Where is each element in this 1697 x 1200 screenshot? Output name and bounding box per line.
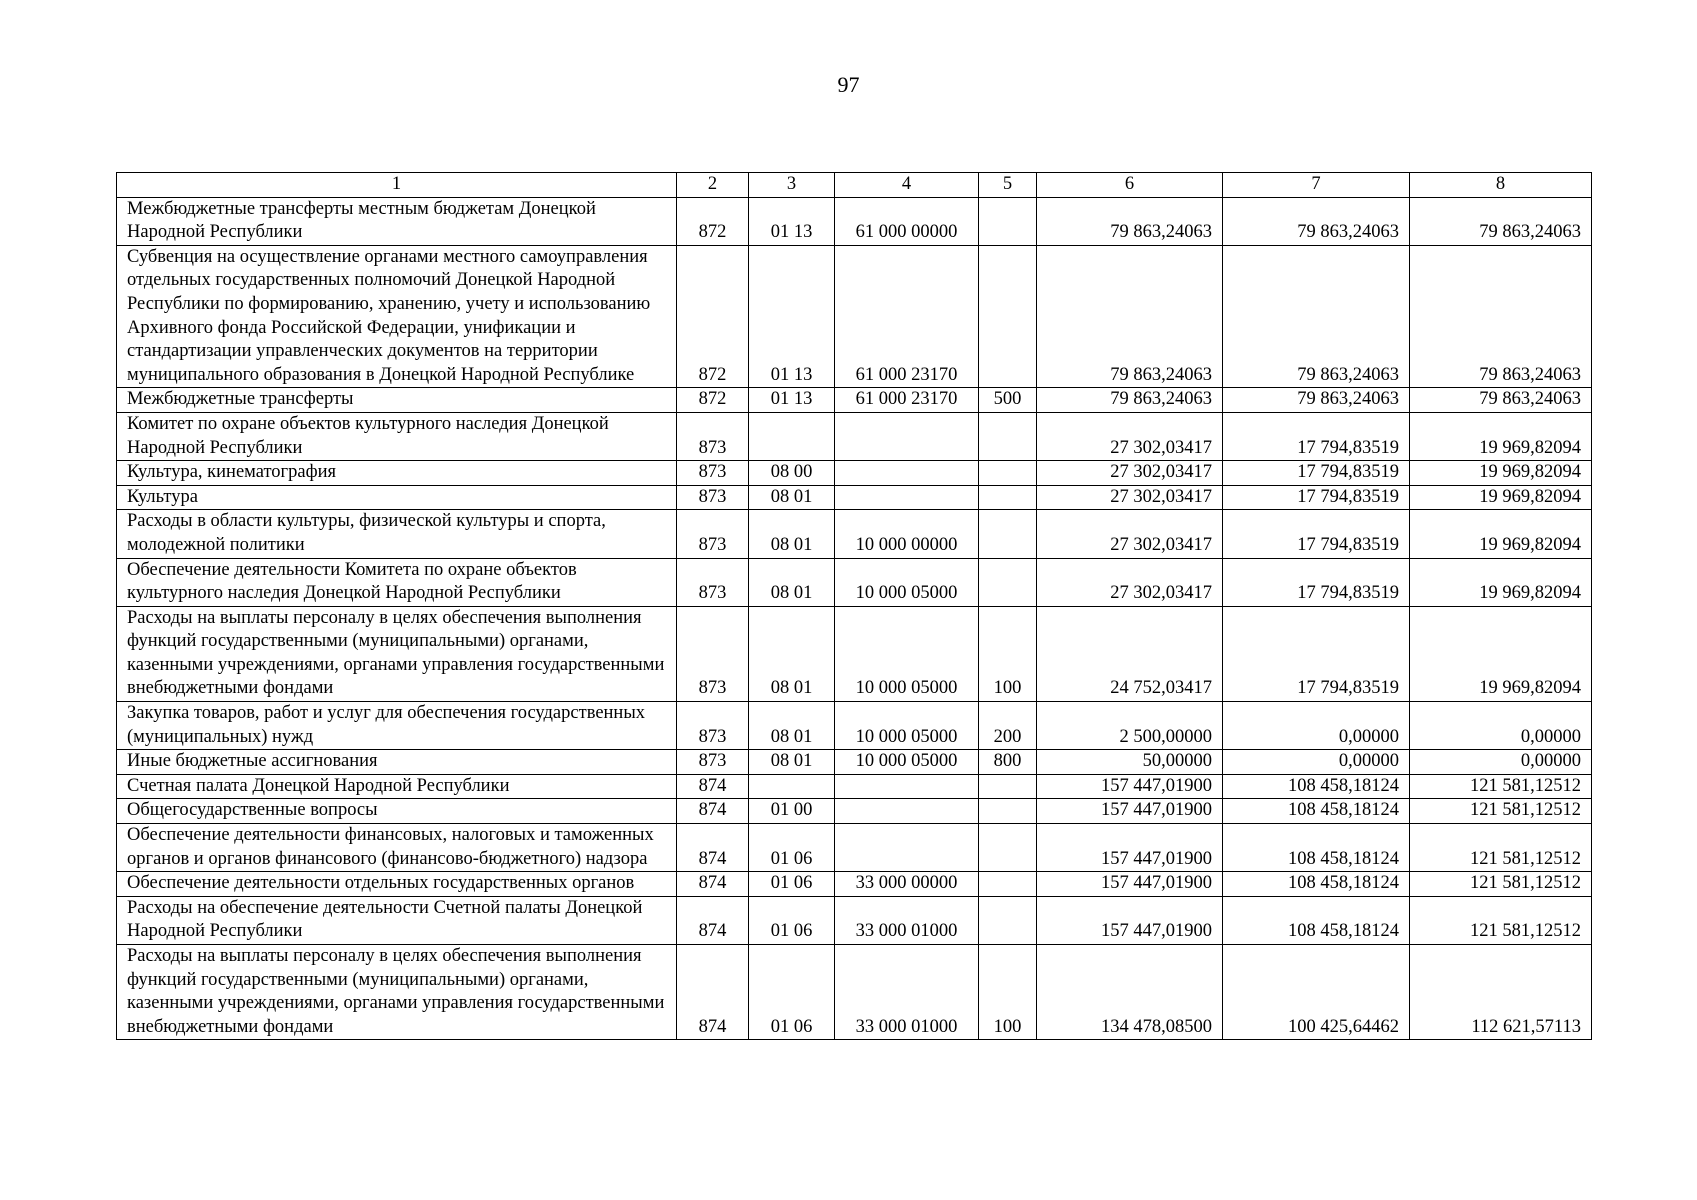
amount-col6-cell: 79 863,24063 xyxy=(1037,245,1223,388)
expense-type-cell xyxy=(979,774,1037,799)
column-header: 8 xyxy=(1410,173,1592,198)
page-number: 97 xyxy=(837,72,860,97)
amount-col7-cell: 79 863,24063 xyxy=(1223,388,1410,413)
amount-col7-cell: 17 794,83519 xyxy=(1223,606,1410,701)
amount-col8-cell: 121 581,12512 xyxy=(1410,774,1592,799)
header-row xyxy=(117,173,1592,198)
ved-code-cell: 872 xyxy=(677,245,749,388)
article-code-cell xyxy=(835,824,979,872)
section-code-cell: 01 06 xyxy=(749,872,835,897)
article-code-cell xyxy=(835,461,979,486)
table-row xyxy=(117,774,1592,799)
table-row xyxy=(117,896,1592,944)
article-code-cell: 61 000 23170 xyxy=(835,388,979,413)
expense-type-cell xyxy=(979,799,1037,824)
column-header: 6 xyxy=(1037,173,1223,198)
amount-col7-cell: 79 863,24063 xyxy=(1223,245,1410,388)
section-code-cell: 01 06 xyxy=(749,945,835,1040)
amount-col6-cell: 157 447,01900 xyxy=(1037,872,1223,897)
amount-col6-cell: 27 302,03417 xyxy=(1037,485,1223,510)
row-name-cell: Иные бюджетные ассигнования xyxy=(117,750,677,775)
article-code-cell: 33 000 01000 xyxy=(835,945,979,1040)
amount-col6-cell: 50,00000 xyxy=(1037,750,1223,775)
section-code-cell: 08 01 xyxy=(749,510,835,558)
amount-col8-cell: 112 621,57113 xyxy=(1410,945,1592,1040)
column-header: 3 xyxy=(749,173,835,198)
section-code-cell: 08 01 xyxy=(749,606,835,701)
row-name-cell: Обеспечение деятельности Комитета по охране объектов культурного наследия Донецкой Народной Республики xyxy=(117,558,677,606)
table-row xyxy=(117,197,1592,245)
amount-col6-cell: 79 863,24063 xyxy=(1037,388,1223,413)
section-code-cell: 01 13 xyxy=(749,388,835,413)
amount-col8-cell: 121 581,12512 xyxy=(1410,824,1592,872)
ved-code-cell: 872 xyxy=(677,388,749,413)
amount-col6-cell: 24 752,03417 xyxy=(1037,606,1223,701)
ved-code-cell: 873 xyxy=(677,558,749,606)
amount-col8-cell: 121 581,12512 xyxy=(1410,799,1592,824)
article-code-cell xyxy=(835,412,979,460)
expense-type-cell: 100 xyxy=(979,606,1037,701)
row-name-cell: Культура xyxy=(117,485,677,510)
section-code-cell: 01 06 xyxy=(749,896,835,944)
expense-type-cell xyxy=(979,461,1037,486)
article-code-cell: 61 000 23170 xyxy=(835,245,979,388)
ved-code-cell: 873 xyxy=(677,510,749,558)
table-row xyxy=(117,412,1592,460)
amount-col7-cell: 108 458,18124 xyxy=(1223,774,1410,799)
table-row xyxy=(117,510,1592,558)
expense-type-cell xyxy=(979,412,1037,460)
table-row xyxy=(117,245,1592,388)
table-row xyxy=(117,388,1592,413)
expense-type-cell: 100 xyxy=(979,945,1037,1040)
amount-col7-cell: 17 794,83519 xyxy=(1223,412,1410,460)
amount-col8-cell: 0,00000 xyxy=(1410,750,1592,775)
amount-col7-cell: 108 458,18124 xyxy=(1223,799,1410,824)
amount-col7-cell: 17 794,83519 xyxy=(1223,558,1410,606)
expense-type-cell xyxy=(979,510,1037,558)
amount-col8-cell: 121 581,12512 xyxy=(1410,896,1592,944)
article-code-cell: 10 000 05000 xyxy=(835,750,979,775)
expense-type-cell xyxy=(979,872,1037,897)
expense-type-cell: 200 xyxy=(979,702,1037,750)
table-row xyxy=(117,606,1592,701)
amount-col7-cell: 0,00000 xyxy=(1223,750,1410,775)
amount-col8-cell: 19 969,82094 xyxy=(1410,412,1592,460)
amount-col7-cell: 108 458,18124 xyxy=(1223,872,1410,897)
amount-col7-cell: 0,00000 xyxy=(1223,702,1410,750)
row-name-cell: Культура, кинематография xyxy=(117,461,677,486)
ved-code-cell: 873 xyxy=(677,606,749,701)
section-code-cell: 01 13 xyxy=(749,197,835,245)
section-code-cell: 08 01 xyxy=(749,485,835,510)
table-row xyxy=(117,872,1592,897)
expense-type-cell xyxy=(979,197,1037,245)
article-code-cell: 10 000 05000 xyxy=(835,558,979,606)
amount-col6-cell: 157 447,01900 xyxy=(1037,896,1223,944)
amount-col6-cell: 27 302,03417 xyxy=(1037,412,1223,460)
row-name-cell: Расходы в области культуры, физической культуры и спорта, молодежной политики xyxy=(117,510,677,558)
amount-col8-cell: 19 969,82094 xyxy=(1410,606,1592,701)
amount-col8-cell: 19 969,82094 xyxy=(1410,485,1592,510)
amount-col6-cell: 79 863,24063 xyxy=(1037,197,1223,245)
ved-code-cell: 873 xyxy=(677,702,749,750)
amount-col6-cell: 27 302,03417 xyxy=(1037,510,1223,558)
section-code-cell: 08 00 xyxy=(749,461,835,486)
amount-col7-cell: 17 794,83519 xyxy=(1223,510,1410,558)
row-name-cell: Счетная палата Донецкой Народной Республики xyxy=(117,774,677,799)
table-row xyxy=(117,461,1592,486)
expense-type-cell: 800 xyxy=(979,750,1037,775)
amount-col7-cell: 17 794,83519 xyxy=(1223,461,1410,486)
column-header: 7 xyxy=(1223,173,1410,198)
row-name-cell: Расходы на выплаты персоналу в целях обеспечения выполнения функций государственными (муниципальными) органами, казенными учреждениями, органами управления государственными внебюджетными фондами xyxy=(117,945,677,1040)
amount-col8-cell: 79 863,24063 xyxy=(1410,388,1592,413)
table-row xyxy=(117,558,1592,606)
amount-col8-cell: 79 863,24063 xyxy=(1410,197,1592,245)
column-header: 5 xyxy=(979,173,1037,198)
ved-code-cell: 873 xyxy=(677,412,749,460)
amount-col6-cell: 134 478,08500 xyxy=(1037,945,1223,1040)
article-code-cell: 61 000 00000 xyxy=(835,197,979,245)
expense-type-cell xyxy=(979,896,1037,944)
section-code-cell: 08 01 xyxy=(749,702,835,750)
expense-type-cell xyxy=(979,245,1037,388)
ved-code-cell: 873 xyxy=(677,485,749,510)
amount-col8-cell: 19 969,82094 xyxy=(1410,558,1592,606)
amount-col7-cell: 79 863,24063 xyxy=(1223,197,1410,245)
column-header: 2 xyxy=(677,173,749,198)
amount-col6-cell: 157 447,01900 xyxy=(1037,774,1223,799)
row-name-cell: Субвенция на осуществление органами местного самоуправления отдельных государственных полномочий Донецкой Народной Республики по формированию, хранению, учету и использованию Архивного фонда Российской Федерации, унификации и стандартизации управленческих документов на территории муниципального образования в Донецкой Народной Республике xyxy=(117,245,677,388)
ved-code-cell: 872 xyxy=(677,197,749,245)
amount-col8-cell: 19 969,82094 xyxy=(1410,510,1592,558)
amount-col8-cell: 121 581,12512 xyxy=(1410,872,1592,897)
amount-col6-cell: 2 500,00000 xyxy=(1037,702,1223,750)
table-row xyxy=(117,750,1592,775)
ved-code-cell: 874 xyxy=(677,896,749,944)
table-row xyxy=(117,702,1592,750)
row-name-cell: Обеспечение деятельности финансовых, налоговых и таможенных органов и органов финансового (финансово-бюджетного) надзора xyxy=(117,824,677,872)
table-row xyxy=(117,799,1592,824)
table-row xyxy=(117,824,1592,872)
amount-col7-cell: 108 458,18124 xyxy=(1223,824,1410,872)
amount-col6-cell: 27 302,03417 xyxy=(1037,461,1223,486)
row-name-cell: Расходы на обеспечение деятельности Счетной палаты Донецкой Народной Республики xyxy=(117,896,677,944)
amount-col7-cell: 100 425,64462 xyxy=(1223,945,1410,1040)
section-code-cell xyxy=(749,774,835,799)
budget-table xyxy=(116,172,1592,1040)
ved-code-cell: 873 xyxy=(677,750,749,775)
amount-col6-cell: 157 447,01900 xyxy=(1037,824,1223,872)
ved-code-cell: 874 xyxy=(677,799,749,824)
article-code-cell: 33 000 00000 xyxy=(835,872,979,897)
ved-code-cell: 873 xyxy=(677,461,749,486)
article-code-cell: 10 000 05000 xyxy=(835,702,979,750)
expense-type-cell xyxy=(979,558,1037,606)
table-row xyxy=(117,945,1592,1040)
article-code-cell xyxy=(835,774,979,799)
row-name-cell: Закупка товаров, работ и услуг для обеспечения государственных (муниципальных) нужд xyxy=(117,702,677,750)
expense-type-cell xyxy=(979,824,1037,872)
expense-type-cell: 500 xyxy=(979,388,1037,413)
column-header: 4 xyxy=(835,173,979,198)
amount-col7-cell: 108 458,18124 xyxy=(1223,896,1410,944)
section-code-cell: 08 01 xyxy=(749,750,835,775)
amount-col7-cell: 17 794,83519 xyxy=(1223,485,1410,510)
table-body xyxy=(117,197,1592,1040)
article-code-cell xyxy=(835,485,979,510)
row-name-cell: Межбюджетные трансферты местным бюджетам Донецкой Народной Республики xyxy=(117,197,677,245)
table-row xyxy=(117,485,1592,510)
article-code-cell: 10 000 00000 xyxy=(835,510,979,558)
ved-code-cell: 874 xyxy=(677,945,749,1040)
amount-col8-cell: 79 863,24063 xyxy=(1410,245,1592,388)
row-name-cell: Межбюджетные трансферты xyxy=(117,388,677,413)
article-code-cell: 33 000 01000 xyxy=(835,896,979,944)
expense-type-cell xyxy=(979,485,1037,510)
row-name-cell: Обеспечение деятельности отдельных государственных органов xyxy=(117,872,677,897)
amount-col6-cell: 27 302,03417 xyxy=(1037,558,1223,606)
article-code-cell xyxy=(835,799,979,824)
ved-code-cell: 874 xyxy=(677,774,749,799)
ved-code-cell: 874 xyxy=(677,824,749,872)
article-code-cell: 10 000 05000 xyxy=(835,606,979,701)
column-header: 1 xyxy=(117,173,677,198)
row-name-cell: Расходы на выплаты персоналу в целях обеспечения выполнения функций государственными (муниципальными) органами, казенными учреждениями, органами управления государственными внебюджетными фондами xyxy=(117,606,677,701)
section-code-cell: 01 00 xyxy=(749,799,835,824)
row-name-cell: Общегосударственные вопросы xyxy=(117,799,677,824)
row-name-cell: Комитет по охране объектов культурного наследия Донецкой Народной Республики xyxy=(117,412,677,460)
ved-code-cell: 874 xyxy=(677,872,749,897)
section-code-cell xyxy=(749,412,835,460)
section-code-cell: 08 01 xyxy=(749,558,835,606)
amount-col8-cell: 0,00000 xyxy=(1410,702,1592,750)
section-code-cell: 01 06 xyxy=(749,824,835,872)
amount-col8-cell: 19 969,82094 xyxy=(1410,461,1592,486)
amount-col6-cell: 157 447,01900 xyxy=(1037,799,1223,824)
section-code-cell: 01 13 xyxy=(749,245,835,388)
